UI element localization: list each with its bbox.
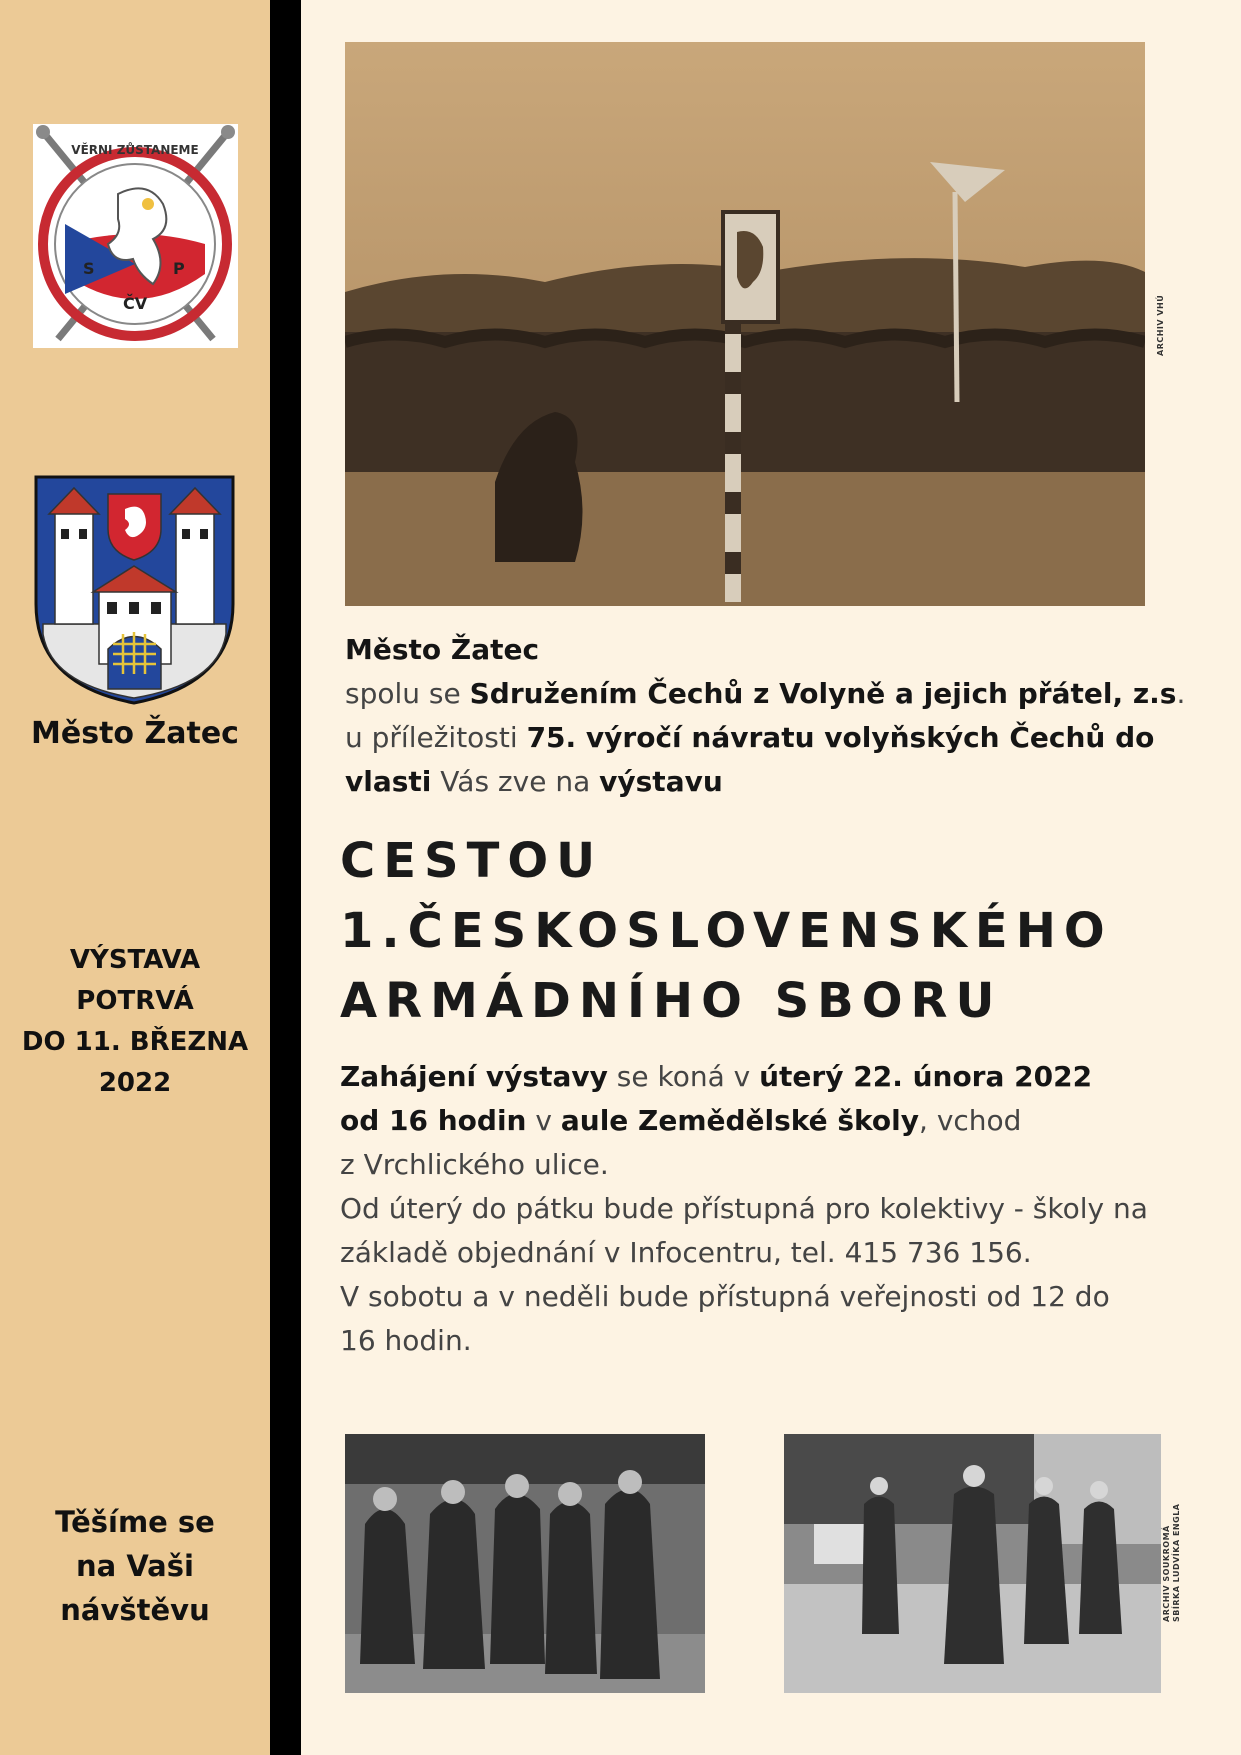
svg-text:ČV: ČV [123,294,148,313]
sidebar-city-name: Město Žatec [31,716,239,751]
invitation-text: Město Žatec spolu se Sdružením Čechů z Volyně a jejich přátel, z.s. u příležitosti 75. výročí návratu volyňských Čechů do vlasti Vás zve na výstavu [345,633,1186,798]
historical-photo-women-soldiers [345,1434,705,1693]
historical-photo-border-ceremony [345,42,1145,606]
city-coat-of-arms [33,474,236,706]
svg-text:S: S [83,259,95,278]
svg-text:P: P [173,259,185,278]
exhibition-details: Zahájení výstavy se koná v úterý 22. února 2022 od 16 hodin v aule Zemědělské školy, vchod z Vrchlického ulice. Od úterý do pátku bude přístupná pro kolektivy - školy na základě objednání v Infocentru, tel. 415 736 156. V sobotu a v neděli bude přístupná veřejnosti od 12 do 16 hodin. [340,1060,1148,1357]
sidebar-divider [270,0,301,1755]
emblem-motto: VĚRNI ZŮSTANEME [71,143,199,157]
organizer-name: Město Žatec [345,633,540,666]
photo-credit-bottom: ARCHIV SOUKROMÁ SBÍRKA LUDVÍKA ENGLA [1162,1503,1181,1622]
exhibition-title: CESTOU 1.ČESKOSLOVENSKÉHO ARMÁDNÍHO SBORU [340,833,1113,1029]
photo-credit-top: ARCHIV VHÚ [1156,294,1165,356]
historical-photo-parade [784,1434,1161,1693]
closing-message: Těšíme se na Vaši návštěvu [55,1505,215,1627]
association-emblem [33,124,238,348]
exhibition-duration: VÝSTAVA POTRVÁ DO 11. BŘEZNA 2022 [21,945,249,1098]
